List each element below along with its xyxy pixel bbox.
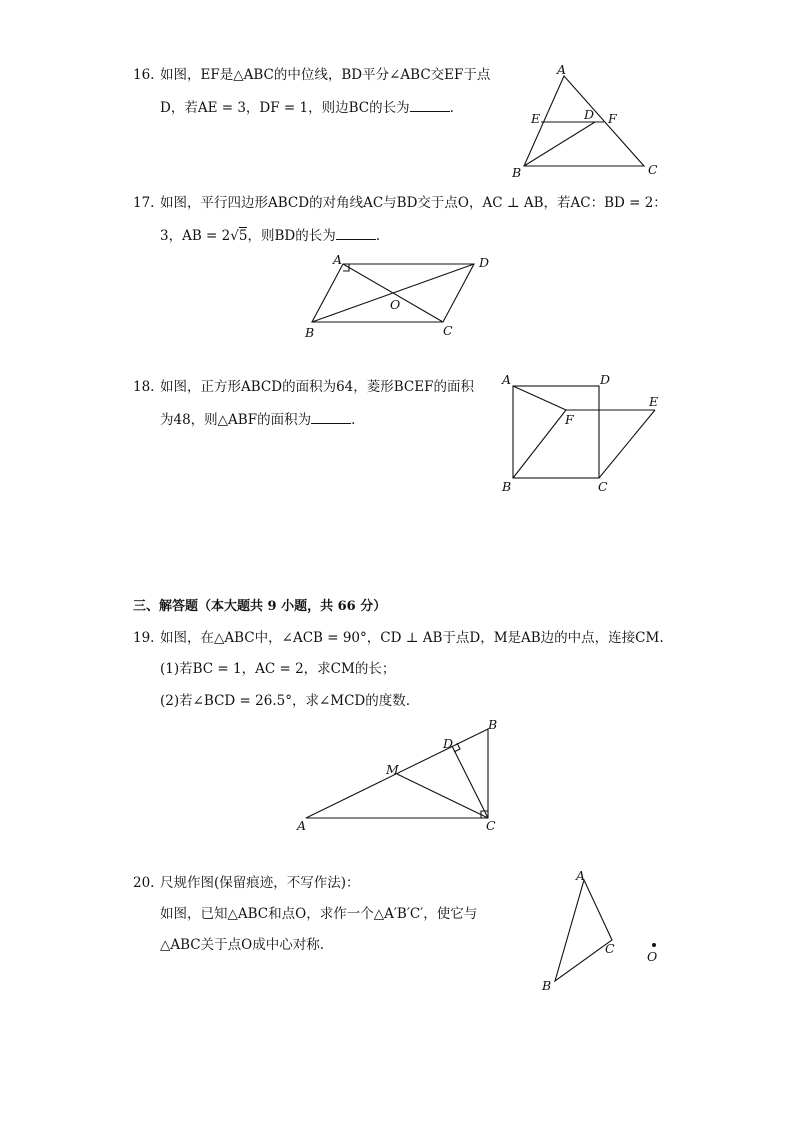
- question-20-text-line-1: 尺规作图(保留痕迹，不写作法)：: [160, 875, 360, 891]
- question-19-part-2: (2)若∠BCD = 26.5°，求∠MCD的度数.: [160, 693, 411, 709]
- answer-blank: [410, 98, 450, 112]
- label-a: A: [576, 868, 586, 883]
- label-a: A: [502, 372, 512, 387]
- question-18-number: 18.: [133, 379, 155, 395]
- question-16-number: 16.: [133, 67, 155, 83]
- sqrt-radicand: 5: [238, 228, 248, 244]
- question-17-text-post: ，则BD的长为: [247, 228, 336, 244]
- question-18-text-line-1: 如图，正方形ABCD的面积为64，菱形BCEF的面积: [160, 379, 474, 395]
- question-18-text-line-2: [160, 410, 355, 429]
- question-16-text: D，若AE = 3，DF = 1，则边BC的长为: [160, 100, 410, 116]
- label-o: O: [390, 297, 401, 312]
- point-o: [652, 943, 656, 947]
- question-16-text-line-2: [160, 98, 454, 117]
- label-d: D: [584, 107, 595, 122]
- period: .: [375, 228, 380, 244]
- answer-blank: [336, 226, 376, 240]
- label-c: C: [648, 162, 658, 177]
- label-d: D: [443, 736, 454, 751]
- label-b: B: [305, 325, 315, 340]
- question-20-text-line-3: △ABC关于点O成中心对称.: [160, 937, 324, 953]
- section-heading: [133, 598, 386, 616]
- question-18-text: 为48，则△ABF的面积为: [160, 412, 312, 428]
- label-a: A: [333, 252, 343, 267]
- label-f: F: [608, 111, 617, 126]
- label-b: B: [542, 978, 552, 993]
- question-20-number: 20.: [133, 875, 155, 891]
- question-17-text-pre: 3，AB = 2: [160, 228, 231, 244]
- label-e: E: [531, 111, 541, 126]
- label-b: B: [488, 717, 498, 732]
- label-m: M: [386, 762, 399, 777]
- section-note: （本大题共 9 小题，共 66 分）: [198, 599, 387, 614]
- label-d: D: [600, 372, 611, 387]
- label-b: B: [512, 165, 522, 180]
- label-f: F: [565, 412, 574, 427]
- label-e: E: [649, 394, 659, 409]
- label-c: C: [486, 818, 496, 833]
- label-a: A: [297, 818, 307, 833]
- sqrt-sign: √: [230, 228, 239, 244]
- section-title: 三、解答题: [133, 599, 199, 614]
- label-c: C: [443, 323, 453, 338]
- label-b: B: [502, 479, 512, 494]
- period: .: [449, 100, 454, 116]
- question-17-text-line-1: 如图，平行四边形ABCD的对角线AC与BD交于点O，AC ⊥ AB，若AC：BD = 2：: [160, 195, 667, 211]
- question-17-text-line-2: [160, 226, 380, 245]
- question-16-text-line-1: 如图，EF是△ABC的中位线，BD平分∠ABC交EF于点: [160, 67, 491, 83]
- answer-blank: [311, 410, 351, 424]
- question-19-text-line-1: 如图，在△ABC中，∠ACB = 90°，CD ⊥ AB于点D，M是AB边的中点，连接CM.: [160, 630, 664, 646]
- question-20-text-line-2: 如图，已知△ABC和点O，求作一个△A′B′C′，使它与: [160, 906, 478, 922]
- label-c: C: [605, 941, 615, 956]
- label-d: D: [479, 255, 490, 270]
- period: .: [351, 412, 356, 428]
- label-a: A: [557, 62, 567, 77]
- question-17-number: 17.: [133, 195, 155, 211]
- label-o: O: [647, 949, 658, 964]
- question-19-number: 19.: [133, 630, 155, 646]
- question-19-part-1: (1)若BC = 1，AC = 2，求CM的长；: [160, 661, 396, 677]
- label-c: C: [598, 479, 608, 494]
